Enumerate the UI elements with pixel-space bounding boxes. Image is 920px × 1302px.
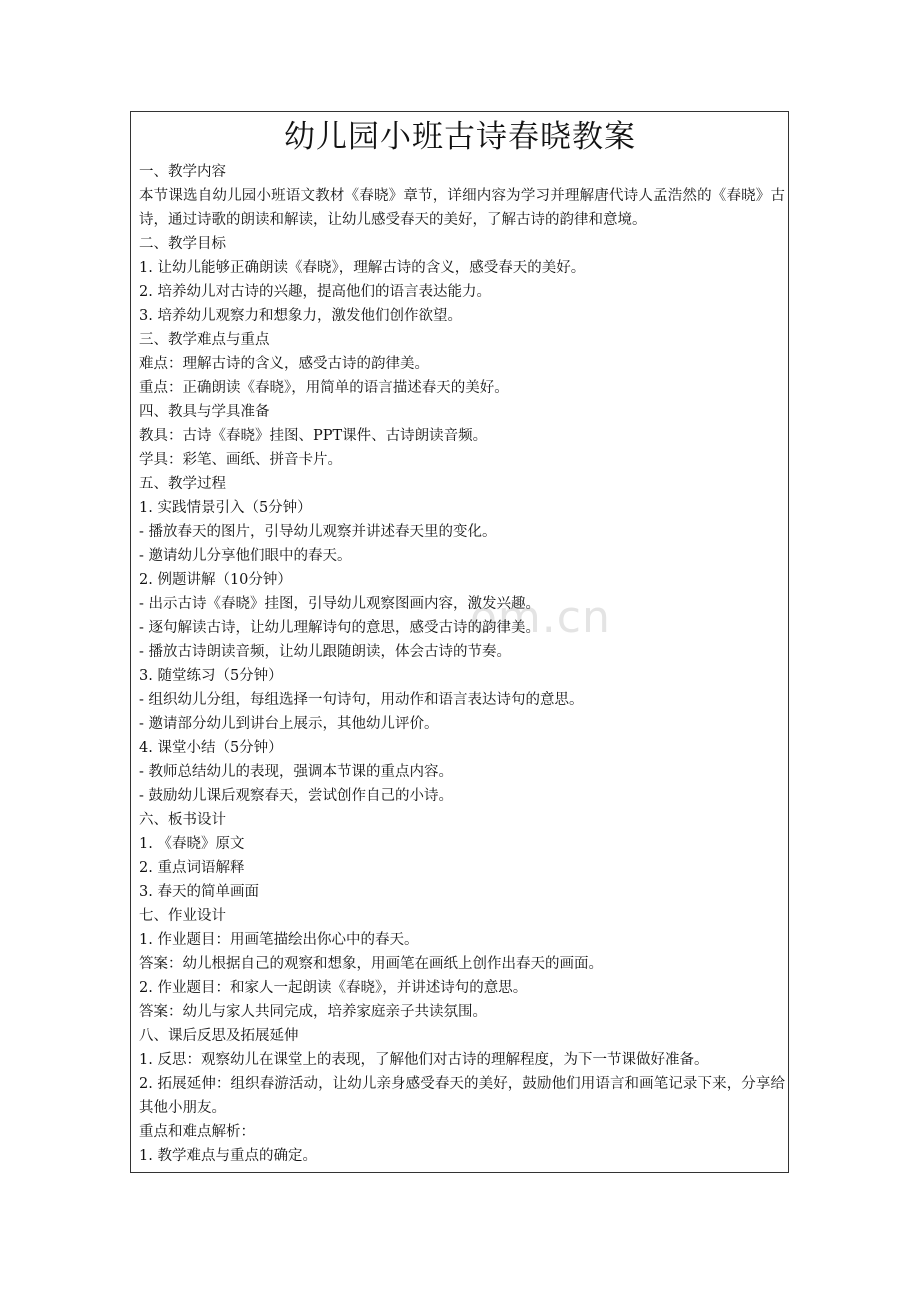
sub-heading: 3. 随堂练习（5分钟） bbox=[139, 668, 283, 684]
list-item: - 教师总结幼儿的表现，强调本节课的重点内容。 bbox=[139, 764, 454, 780]
section-heading: 七、作业设计 bbox=[139, 908, 226, 924]
sub-heading: 4. 课堂小结（5分钟） bbox=[139, 740, 283, 756]
list-item: 答案：幼儿根据自己的观察和想象，用画笔在画纸上创作出春天的画面。 bbox=[139, 956, 603, 972]
list-item: 2. 拓展延伸：组织春游活动，让幼儿亲身感受春天的美好，鼓励他们用语言和画笔记录下来，分享给其他小朋友。 bbox=[139, 1076, 785, 1116]
list-item: - 邀请部分幼儿到讲台上展示，其他幼儿评价。 bbox=[139, 716, 439, 732]
list-item: 3. 培养幼儿观察力和想象力，激发他们创作欲望。 bbox=[139, 308, 462, 324]
list-item: 2. 重点词语解释 bbox=[139, 860, 245, 876]
list-item: 学具：彩笔、画纸、拼音卡片。 bbox=[139, 452, 342, 468]
list-item: - 播放春天的图片，引导幼儿观察并讲述春天里的变化。 bbox=[139, 524, 497, 540]
section-heading: 二、教学目标 bbox=[139, 236, 226, 252]
list-item: 1. 作业题目：用画笔描绘出你心中的春天。 bbox=[139, 932, 419, 948]
list-item: 1. 让幼儿能够正确朗读《春晓》，理解古诗的含义，感受春天的美好。 bbox=[139, 260, 586, 276]
section-heading: 一、教学内容 bbox=[139, 164, 226, 180]
list-item: 重点：正确朗读《春晓》，用简单的语言描述春天的美好。 bbox=[139, 380, 509, 396]
list-item: - 鼓励幼儿课后观察春天，尝试创作自己的小诗。 bbox=[139, 788, 454, 804]
section-heading: 三、教学难点与重点 bbox=[139, 332, 270, 348]
paragraph: 本节课选自幼儿园小班语文教材《春晓》章节，详细内容为学习并理解唐代诗人孟浩然的《春晓》古诗，通过诗歌的朗读和解读，让幼儿感受春天的美好，了解古诗的韵律和意境。 bbox=[139, 188, 785, 228]
list-item: 难点：理解古诗的含义，感受古诗的韵律美。 bbox=[139, 356, 429, 372]
list-item: 2. 作业题目：和家人一起朗读《春晓》，并讲述诗句的意思。 bbox=[139, 980, 528, 996]
sub-heading: 重点和难点解析： bbox=[139, 1124, 255, 1140]
sub-heading: 2. 例题讲解（10分钟） bbox=[139, 572, 292, 588]
list-item: - 出示古诗《春晓》挂图，引导幼儿观察图画内容，激发兴趣。 bbox=[139, 596, 541, 612]
list-item: 答案：幼儿与家人共同完成，培养家庭亲子共读氛围。 bbox=[139, 1004, 487, 1020]
list-item: 3. 春天的简单画面 bbox=[139, 884, 259, 900]
list-item: - 播放古诗朗读音频，让幼儿跟随朗读，体会古诗的节奏。 bbox=[139, 644, 512, 660]
document-body bbox=[139, 160, 785, 1168]
watermark: om.cn bbox=[470, 592, 611, 643]
list-item: - 组织幼儿分组，每组选择一句诗句，用动作和语言表达诗句的意思。 bbox=[139, 692, 584, 708]
list-item: 教具：古诗《春晓》挂图、PPT课件、古诗朗读音频。 bbox=[139, 428, 488, 444]
section-heading: 六、板书设计 bbox=[139, 812, 226, 828]
page-title: 幼儿园小班古诗春晓教案 bbox=[284, 119, 636, 155]
list-item: 1. 《春晓》原文 bbox=[139, 836, 245, 852]
section-heading: 八、课后反思及拓展延伸 bbox=[139, 1028, 299, 1044]
list-item: 1. 教学难点与重点的确定。 bbox=[139, 1148, 317, 1164]
list-item: - 逐句解读古诗，让幼儿理解诗句的意思，感受古诗的韵律美。 bbox=[139, 620, 541, 636]
list-item: 2. 培养幼儿对古诗的兴趣，提高他们的语言表达能力。 bbox=[139, 284, 491, 300]
section-heading: 四、教具与学具准备 bbox=[139, 404, 270, 420]
section-heading: 五、教学过程 bbox=[139, 476, 226, 492]
list-item: 1. 反思：观察幼儿在课堂上的表现，了解他们对古诗的理解程度，为下一节课做好准备。 bbox=[139, 1052, 709, 1068]
sub-heading: 1. 实践情景引入（5分钟） bbox=[139, 500, 312, 516]
list-item: - 邀请幼儿分享他们眼中的春天。 bbox=[139, 548, 352, 564]
